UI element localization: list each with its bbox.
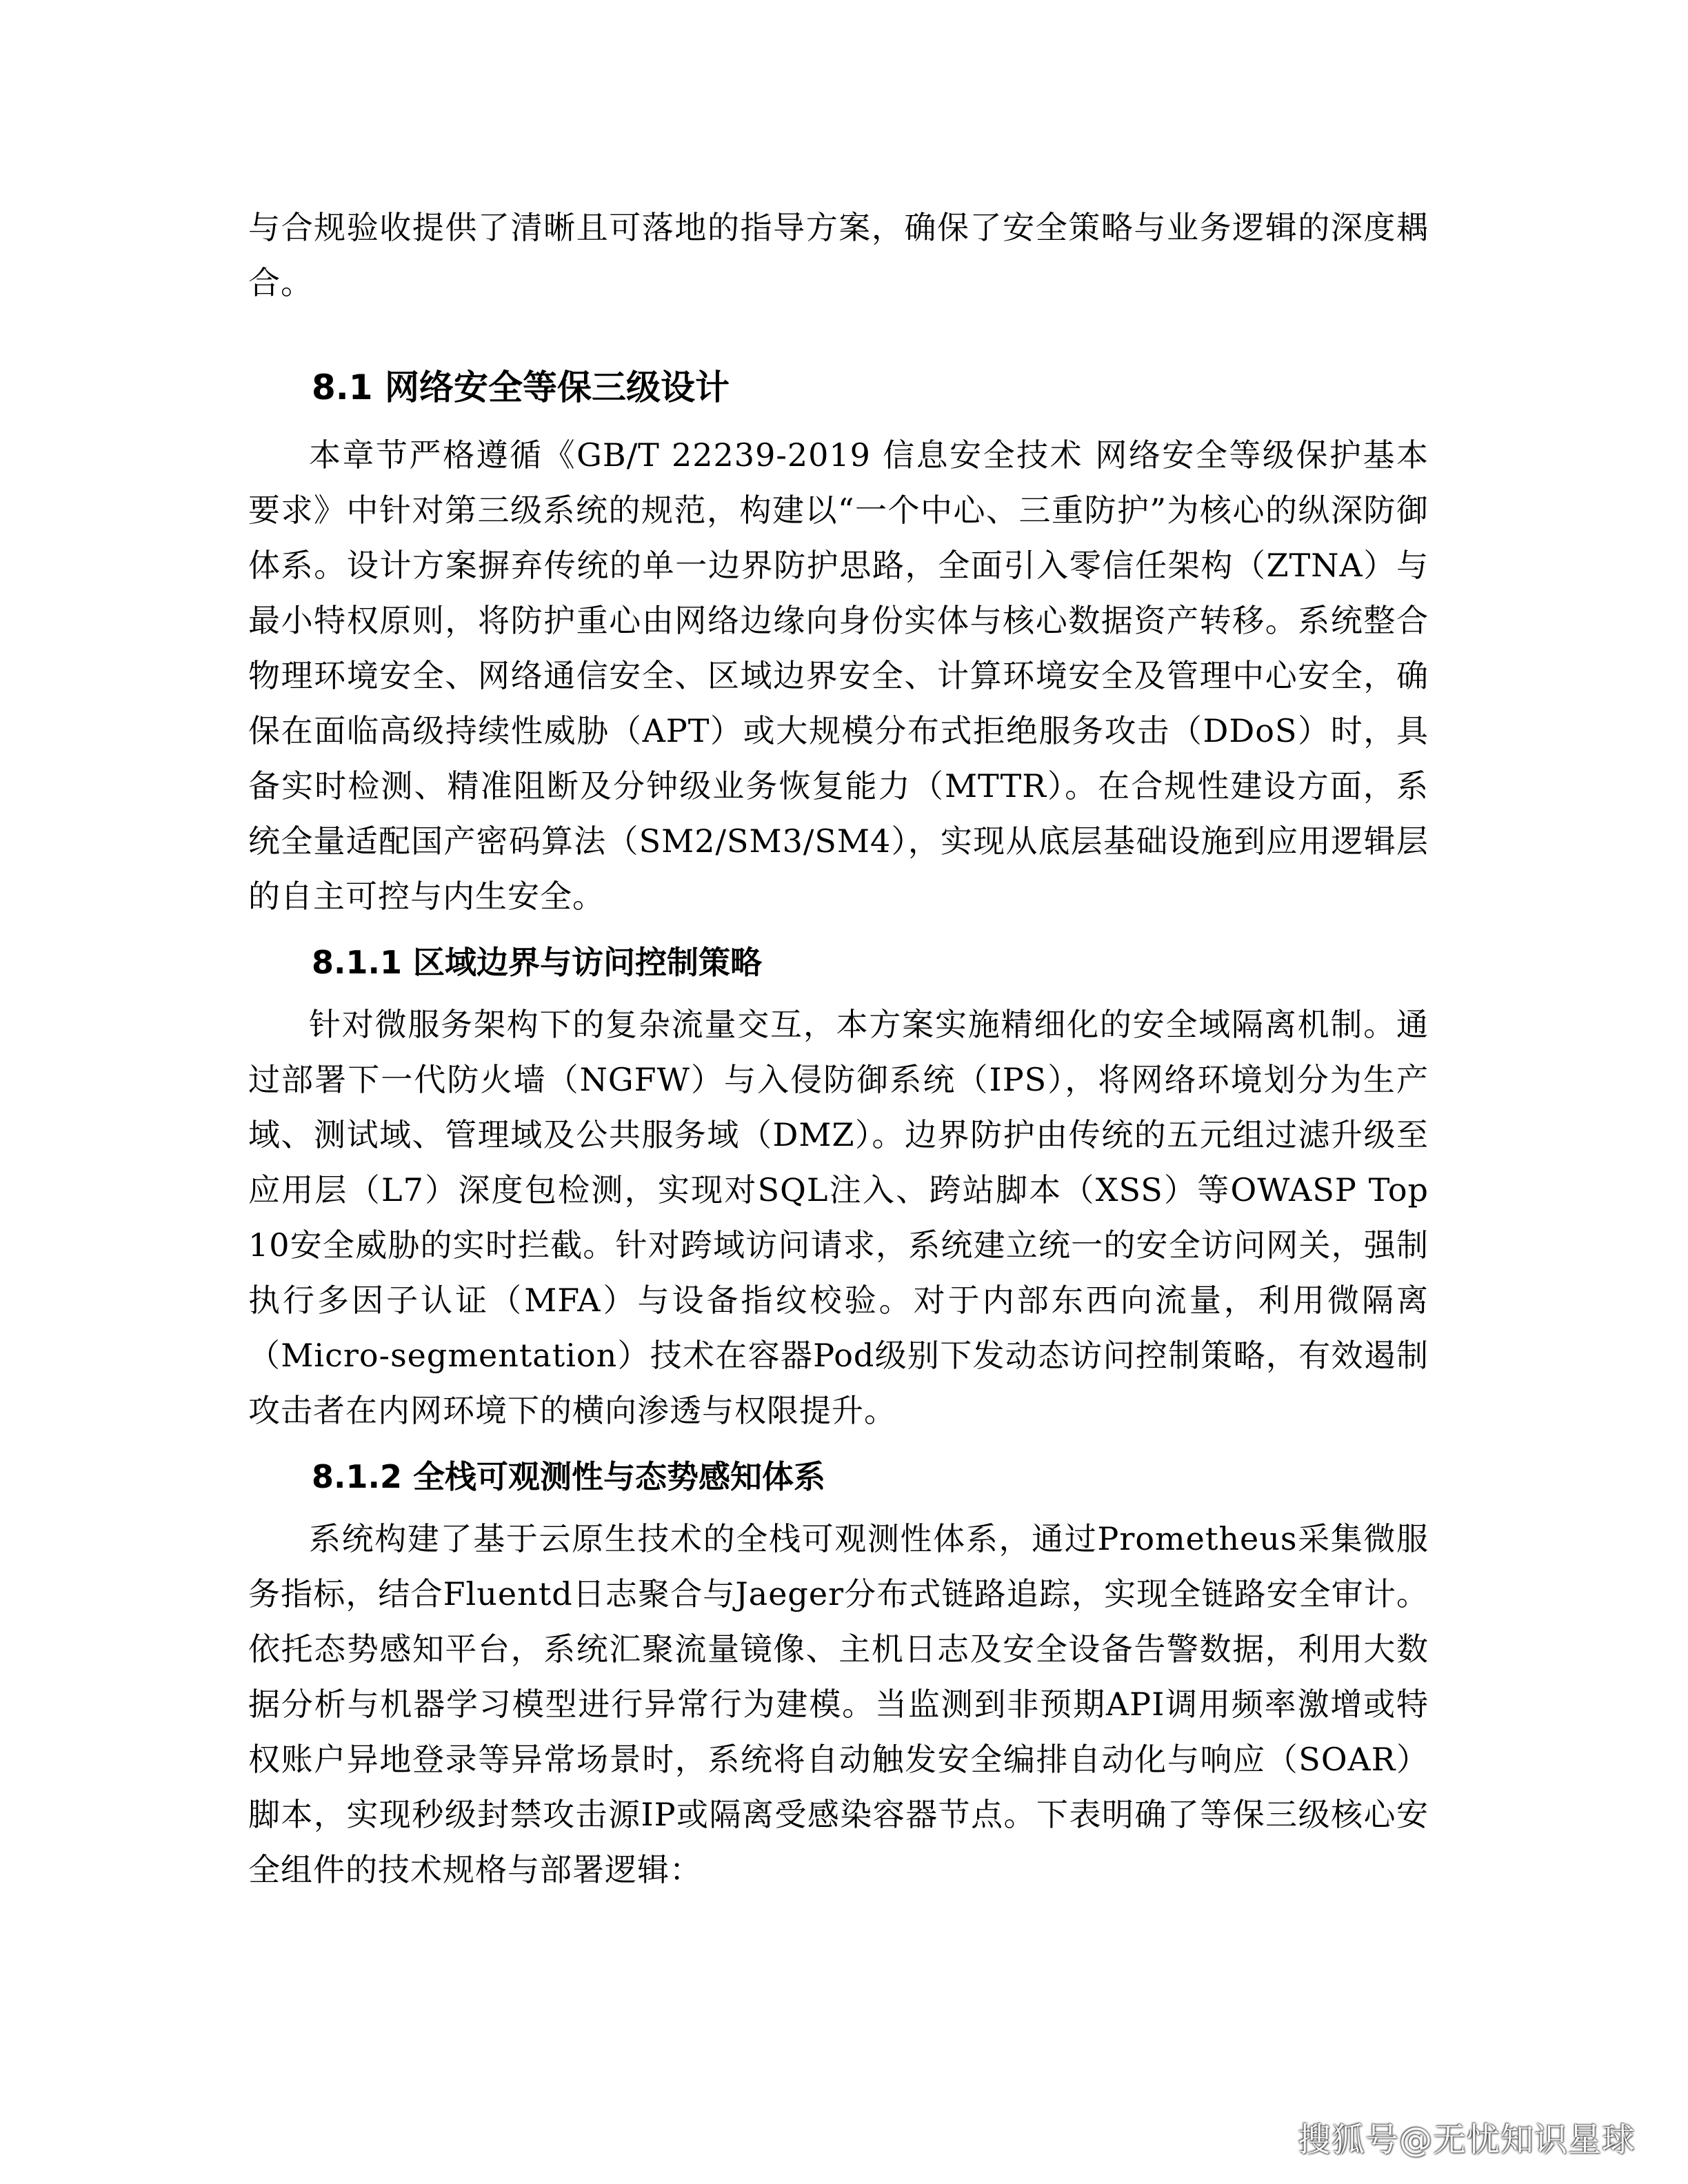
- section-8-1-1-body: 针对微服务架构下的复杂流量交互，本方案实施精细化的安全域隔离机制。通过部署下一代防火墙（NGFW）与入侵防御系统（IPS），将网络环境划分为生产域、测试域、管理域及公共服务域（DMZ）。边界防护由传统的五元组过滤升级至应用层（L7）深度包检测，实现对SQL注入、跨站脚本（XSS）等OWASP Top 10安全威胁的实时拦截。针对跨域访问请求，系统建立统一的安全访问网关，强制执行多因子认证（MFA）与设备指纹校验。对于内部东西向流量，利用微隔离（Micro-segmentation）技术在容器Pod级别下发动态访问控制策略，有效遏制攻击者在内网环境下的横向渗透与权限提升。: [248, 1006, 1429, 1429]
- spacer: [248, 1438, 1429, 1449]
- section-8-1-body: 本章节严格遵循《GB/T 22239-2019 信息安全技术 网络安全等级保护基本要求》中针对第三级系统的规范，构建以“一个中心、三重防护”为核心的纵深防御体系。设计方案摒弃传统的单一边界防护思路，全面引入零信任架构（ZTNA）与最小特权原则，将防护重心由网络边缘向身份实体与核心数据资产转移。系统整合物理环境安全、网络通信安全、区域边界安全、计算环境安全及管理中心安全，确保在面临高级持续性威胁（APT）或大规模分布式拒绝服务攻击（DDoS）时，具备实时检测、精准阻断及分钟级业务恢复能力（MTTR）。在合规性建设方面，系统全量适配国产密码算法（SM2/SM3/SM4），实现从底层基础设施到应用逻辑层的自主可控与内生安全。: [248, 436, 1429, 915]
- document-page: [248, 200, 1429, 1897]
- section-8-1-1-heading: 8.1.1 区域边界与访问控制策略: [312, 944, 762, 981]
- spacer: [248, 990, 1429, 997]
- section-8-1-2-body: 系统构建了基于云原生技术的全栈可观测性体系，通过Prometheus采集微服务指标，结合Fluentd日志聚合与Jaeger分布式链路追踪，实现全链路安全审计。依托态势感知平台，系统汇聚流量镜像、主机日志及安全设备告警数据，利用大数据分析与机器学习模型进行异常行为建模。当监测到非预期API调用频率激增或特权账户异地登录等异常场景时，系统将自动触发安全编排自动化与响应（SOAR）脚本，实现秒级封禁攻击源IP或隔离受感染容器节点。下表明确了等保三级核心安全组件的技术规格与部署逻辑：: [248, 1520, 1429, 1888]
- spacer: [248, 924, 1429, 935]
- spacer: [248, 415, 1429, 427]
- spacer: [248, 310, 1429, 360]
- spacer: [248, 1504, 1429, 1511]
- intro-paragraph-tail: 与合规验收提供了清晰且可落地的指导方案，确保了安全策略与业务逻辑的深度耦合。: [248, 209, 1429, 301]
- section-8-1-heading: 8.1 网络安全等保三级设计: [312, 367, 730, 407]
- section-8-1-2-heading: 8.1.2 全栈可观测性与态势感知体系: [312, 1458, 825, 1495]
- sohu-watermark: 搜狐号@无忧知识星球: [1297, 2121, 1636, 2159]
